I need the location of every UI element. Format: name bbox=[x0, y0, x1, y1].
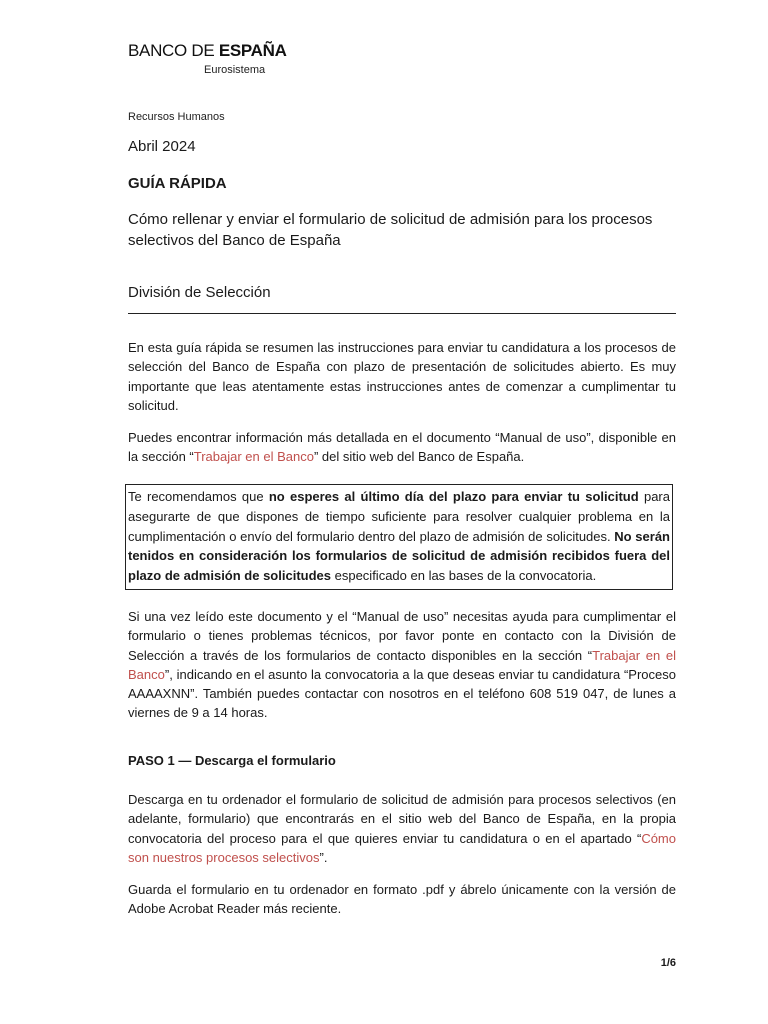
document-subtitle: Cómo rellenar y enviar el formulario de solicitud de admisión para los procesos selectivos del Banco de España bbox=[128, 211, 653, 249]
guide-title: GUÍA RÁPIDA bbox=[128, 175, 227, 192]
page-number: 1/6 bbox=[660, 957, 676, 969]
manual-info-paragraph bbox=[128, 428, 676, 467]
notice-text-1: Te recomendamos que bbox=[128, 489, 269, 504]
header-divider bbox=[128, 313, 676, 314]
step-1-heading: PASO 1 — Descarga el formulario bbox=[128, 753, 336, 768]
save-form-paragraph: Guarda el formulario en tu ordenador en formato .pdf y ábrelo únicamente con la versión de Adobe Acrobat Reader más reciente. bbox=[128, 882, 676, 917]
contact-paragraph bbox=[128, 607, 676, 723]
manual-info-text-start: Puedes encontrar información más detallada en el documento “Manual de uso”, disponible en la sección “ bbox=[128, 430, 676, 465]
trabajar-en-el-banco-link[interactable]: Trabajar en el Banco bbox=[193, 449, 314, 465]
notice-bold-2: No serán tenidos en consideración los formularios de solicitud de admisión recibidos fuera del plazo de admisión de solicitudes bbox=[128, 528, 670, 584]
notice-text-3: especificado en las bases de la convocatoria. bbox=[331, 568, 597, 584]
contact-text-end: ”, indicando en el asunto la convocatoria a la que deseas enviar tu candidatura “Proceso AAAAXNN”. También puedes contactar con nosotros en el teléfono 608 519 047, de lunes a viernes de 9 a 14 horas. bbox=[128, 666, 676, 721]
intro-paragraph: En esta guía rápida se resumen las instrucciones para enviar tu candidatura a los procesos de selección del Banco de España con plazo de presentación de solicitudes abierto. Es muy importante que leas atentamente estas instrucciones antes de comenzar a cumplimentar tu solicitud. bbox=[128, 340, 676, 413]
document-page bbox=[128, 0, 676, 1024]
document-date: Abril 2024 bbox=[128, 138, 196, 155]
logo-wordmark-bold: ESPAÑA bbox=[218, 41, 287, 60]
banco-de-espana-logo bbox=[128, 41, 287, 76]
logo-wordmark bbox=[128, 42, 287, 59]
procesos-selectivos-link[interactable]: Cómo son nuestros procesos selectivos bbox=[128, 830, 676, 865]
department-label: Recursos Humanos bbox=[128, 111, 225, 123]
logo-subtitle: Eurosistema bbox=[204, 64, 266, 76]
manual-info-text-end: ” del sitio web del Banco de España. bbox=[313, 449, 525, 465]
notice-bold-1: no esperes al último día del plazo para enviar tu solicitud bbox=[268, 489, 639, 504]
deadline-notice-box bbox=[125, 484, 673, 590]
division-label: División de Selección bbox=[128, 284, 271, 301]
contact-text-start: Si una vez leído este documento y el “Manual de uso” necesitas ayuda para cumplimentar el formulario o tienes problemas técnicos, por favor ponte en contacto con la División de Selección a través de los formularios de contacto disponibles en la sección “ bbox=[128, 609, 676, 663]
download-text-start: Descarga en tu ordenador el formulario de solicitud de admisión para procesos selectivos (en adelante, formulario) que encontrarás en el sitio web del Banco de España, en la propia convocatoria del proceso para el que quieres enviar tu candidatura o en el apartado “ bbox=[128, 792, 676, 846]
logo-wordmark-light: BANCO DE bbox=[128, 41, 219, 60]
notice-text-2: para asegurarte de que dispones de tiempo suficiente para resolver cualquier problema en la cumplimentación o envío del formulario dentro del plazo de admisión de solicitudes. bbox=[128, 489, 670, 544]
download-paragraph bbox=[128, 790, 676, 867]
trabajar-en-el-banco-link-2[interactable]: Trabajar en el Banco bbox=[128, 647, 676, 682]
download-text-end: ”. bbox=[319, 849, 328, 865]
